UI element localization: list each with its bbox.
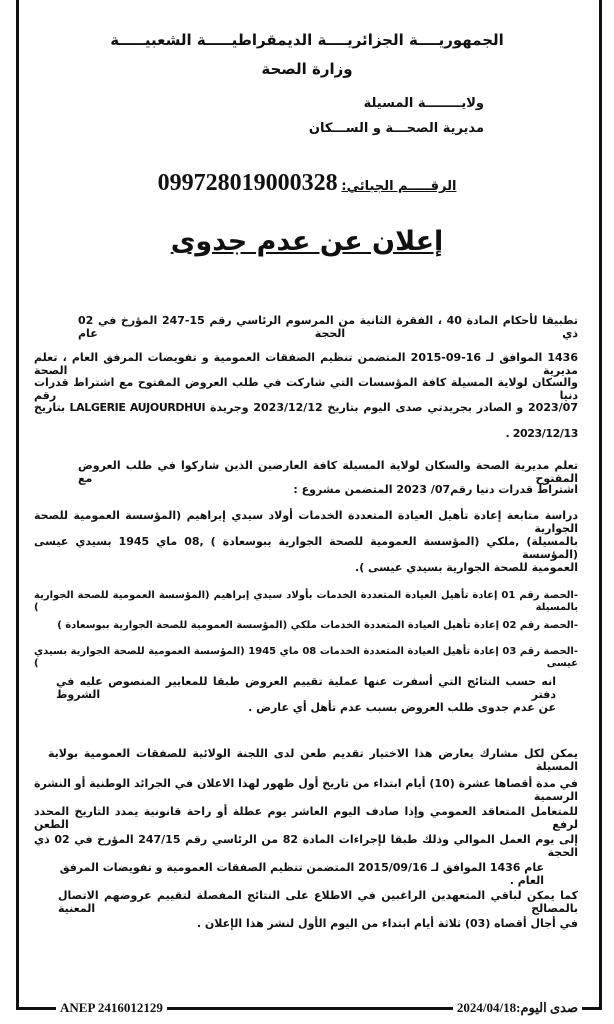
paragraph-line: للمتعامل المتعاقد العمومي وإذا صادف اليوم العاشر يوم عطلة أو راحة قانونية يمدد التاريخ المحدد لرفع الطعن [34,805,578,831]
paragraph-line: تطبيقا لأحكام المادة 40 ، الفقرة الثانية من المرسوم الرئاسي رقم 15-247 المؤرخ في 02 ذي الحجة عام [78,314,578,340]
paragraph-line: دراسة متابعة إعادة تأهيل العيادة المتعددة الخدمات أولاد سيدي إبراهيم (المؤسسة العمومية للصحة الجوارية [34,509,578,535]
paragraph-line: في مدة أقصاها عشرة (10) أيام ابتداء من تاريخ أول ظهور لهذا الاعلان في الجرائد الوطنية أو النشرة الرسمية [34,777,578,803]
lot-item: -الحصة رقم 02 إعادة تأهيل العيادة المتعددة الخدمات ملكي (المؤسسة العمومية للصحة الجوارية ببوسعادة ) [57,620,578,631]
paragraph-line: كما يمكن لباقي المتعهدين الراغبين في الاطلاع على النتائج المفصلة لتقييم عروضهم الاتصال بالمصالح المعنية [58,889,578,915]
wilaya-heading: ولايــــــــة المسيلة [363,96,484,111]
anep-reference: ANEP 2416012129 [56,1000,167,1016]
tax-id-value: 099728019000328 [157,170,338,196]
paragraph-line: 2023/12/13 . [505,427,578,440]
page-title: إعلان عن عدم جدوى [170,226,444,257]
paragraph-line: في أجال أقصاه (03) ثلاثة أيام ابتداء من اليوم الأول لنشر هذا الإعلان . [196,917,578,930]
paragraph-line: يمكن لكل مشارك يعارض هذا الاختيار تقديم طعن لدى اللجنة الولائية للصفقات العمومية بولاية المسيلة [48,747,578,773]
paragraph-line: تعلم مديرية الصحة والسكان لولاية المسيلة كافة العارضين الذين شاركوا في طلب العروض المفتوح مع [78,459,578,485]
paragraph-line: والسكان لولاية المسيلة كافة المؤسسات التي شاركت في طلب العروض المفتوح مع اشتراط قدرات دنيا رقم [34,376,578,402]
directorate-heading: مديرية الصحـــة و الســـكان [308,121,484,136]
paragraph-line: 1436 الموافق لـ 16-09-2015 المتضمن تنظيم الصفقات العمومية و تفويضات المرفق العام ، تعلم مديرية الصحة [34,351,578,377]
result-line: عن عدم جدوى طلب العروض بسبب عدم تأهل أي عارض . [248,701,556,714]
paragraph-line: عام 1436 الموافق لـ 2015/09/16 المتضمن تنظيم الصفقات العمومية و تفويضات المرفق العام . [59,861,544,887]
tax-id-label: الرقـــــم الجبائي: [341,179,457,194]
paragraph-line: العمومية للصحة الجوارية بسيدي عيسى ). [355,561,578,574]
republic-heading: الجمهوريــــة الجزائريــــة الديمقراطيـــــة الشعبيـــــة [110,31,504,49]
ministry-heading: وزارة الصحة [261,60,353,78]
lot-item: -الحصة رقم 01 إعادة تأهيل العيادة المتعددة الخدمات بأولاد سيدي إبراهيم (المؤسسة العمومية للصحة الجوارية بالمسيلة ) [34,590,578,613]
lot-item: -الحصة رقم 03 إعادة تأهيل العيادة المتعددة الخدمات 08 ماي 1945 (المؤسسة العمومية للصحة الجوارية بسيدي عيسى ) [34,646,578,669]
paragraph-line: اشتراط قدرات دنيا رقم07/ 2023 المتضمن مشروع : [293,483,578,496]
newspaper-date: صدى اليوم:2024/04/18 [453,1000,582,1016]
paragraph-line: 2023/07 و الصادر بجريدتي صدى اليوم بتاريخ 2023/12/12 وجريدة LALGERIE AUJOURDHUI بتاريخ [34,401,578,414]
paragraph-line: بالمسيلة) ,ملكي (المؤسسة العمومية للصحة الجوارية ببوسعادة ) ,08 ماي 1945 بسيدي عيسى (المؤسسة [34,535,578,561]
result-line: انه حسب النتائج التي أسفرت عنها عملية تقييم العروض طبقا للمعايير المنصوص عليه في دفتر الشروط [56,675,556,701]
tax-id [20,170,594,198]
paragraph-line: إلى يوم العمل الموالي وذلك طبقا لإجراءات المادة 82 من الرئاسي رقم 247/15 المؤرخ في 02 ذي الحجة [34,833,578,859]
